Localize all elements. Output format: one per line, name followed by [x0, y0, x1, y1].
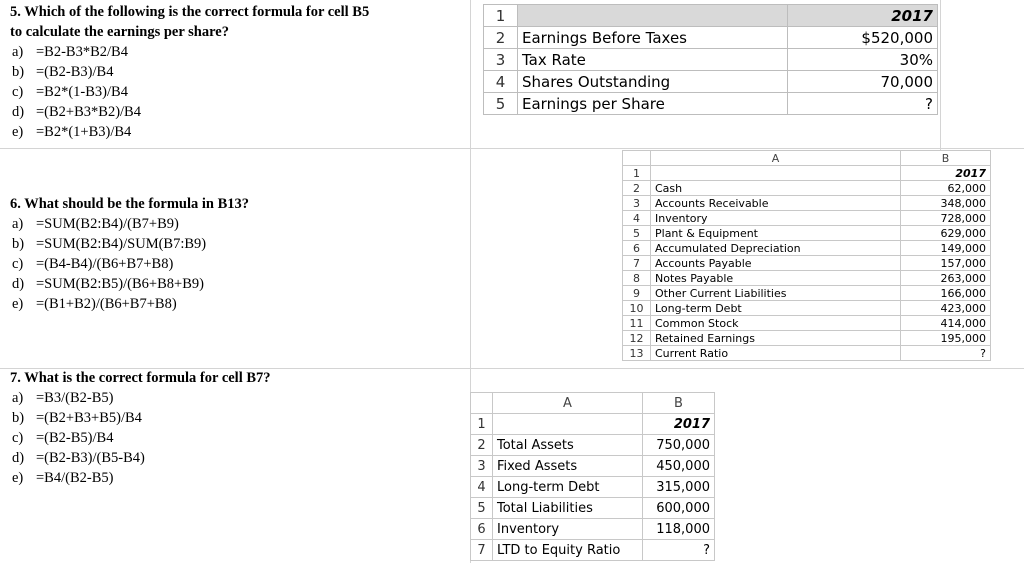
- row-number: 1: [484, 5, 518, 27]
- sheet-row: [471, 498, 715, 519]
- option-a: a) =B2-B3*B2/B4: [12, 44, 128, 60]
- cell-a6[interactable]: Inventory: [493, 519, 643, 540]
- grid-line: [940, 0, 941, 150]
- row-number: 3: [471, 456, 493, 477]
- cell-b4[interactable]: 728,000: [901, 211, 991, 226]
- question-title: 7. What is the correct formula for cell B7?: [10, 370, 271, 386]
- cell-a2[interactable]: Total Assets: [493, 435, 643, 456]
- corner-cell: [623, 151, 651, 166]
- row-number: 4: [471, 477, 493, 498]
- cell-b5[interactable]: 629,000: [901, 226, 991, 241]
- row-number: 11: [623, 316, 651, 331]
- cell-b5[interactable]: ?: [788, 93, 938, 115]
- row-number: 5: [471, 498, 493, 519]
- option-d: d) =(B2-B3)/(B5-B4): [12, 450, 145, 466]
- sheet-row: [471, 435, 715, 456]
- cell-a3[interactable]: Tax Rate: [518, 49, 788, 71]
- option-c: c) =(B4-B4)/(B6+B7+B8): [12, 256, 174, 272]
- cell-a7[interactable]: Accounts Payable: [651, 256, 901, 271]
- row-number: 3: [623, 196, 651, 211]
- cell-b6[interactable]: 118,000: [643, 519, 715, 540]
- sheet-row: [623, 346, 991, 361]
- row-number: 12: [623, 331, 651, 346]
- cell-b3[interactable]: 30%: [788, 49, 938, 71]
- row-number: 1: [623, 166, 651, 181]
- row-number: 2: [623, 181, 651, 196]
- sheet-row: [484, 93, 938, 115]
- cell-a11[interactable]: Common Stock: [651, 316, 901, 331]
- cell-b6[interactable]: 149,000: [901, 241, 991, 256]
- cell-a1[interactable]: [493, 414, 643, 435]
- row-number: 3: [484, 49, 518, 71]
- sheet-row: [623, 181, 991, 196]
- sheet-row: [484, 49, 938, 71]
- option-b: b) =(B2-B3)/B4: [12, 64, 114, 80]
- row-number: 2: [471, 435, 493, 456]
- cell-a3[interactable]: Fixed Assets: [493, 456, 643, 477]
- sheet-row: [471, 477, 715, 498]
- cell-a8[interactable]: Notes Payable: [651, 271, 901, 286]
- cell-b5[interactable]: 600,000: [643, 498, 715, 519]
- cell-a7[interactable]: LTD to Equity Ratio: [493, 540, 643, 561]
- row-number: 8: [623, 271, 651, 286]
- sheet-row: [623, 166, 991, 181]
- cell-a4[interactable]: Long-term Debt: [493, 477, 643, 498]
- sheet-row: [623, 331, 991, 346]
- sheet-row: [623, 256, 991, 271]
- row-number: 2: [484, 27, 518, 49]
- question-title: 6. What should be the formula in B13?: [10, 196, 250, 212]
- cell-b8[interactable]: 263,000: [901, 271, 991, 286]
- cell-b1[interactable]: 2017: [901, 166, 991, 181]
- cell-b12[interactable]: 195,000: [901, 331, 991, 346]
- cell-b1[interactable]: 2017: [788, 5, 938, 27]
- row-number: 6: [623, 241, 651, 256]
- cell-a12[interactable]: Retained Earnings: [651, 331, 901, 346]
- row-number: 4: [623, 211, 651, 226]
- sheet-row: [623, 271, 991, 286]
- cell-b3[interactable]: 348,000: [901, 196, 991, 211]
- cell-b10[interactable]: 423,000: [901, 301, 991, 316]
- cell-b1[interactable]: 2017: [643, 414, 715, 435]
- spreadsheet-ltd-equity: [470, 392, 715, 561]
- cell-b7[interactable]: ?: [643, 540, 715, 561]
- column-header-a[interactable]: A: [651, 151, 901, 166]
- option-e: e) =B4/(B2-B5): [12, 470, 114, 486]
- cell-b7[interactable]: 157,000: [901, 256, 991, 271]
- column-header-b[interactable]: B: [901, 151, 991, 166]
- row-number: 7: [623, 256, 651, 271]
- cell-a5[interactable]: Earnings per Share: [518, 93, 788, 115]
- cell-a2[interactable]: Cash: [651, 181, 901, 196]
- cell-b3[interactable]: 450,000: [643, 456, 715, 477]
- grid-line: [0, 148, 1024, 149]
- sheet-row: [623, 241, 991, 256]
- cell-a6[interactable]: Accumulated Depreciation: [651, 241, 901, 256]
- cell-b2[interactable]: $520,000: [788, 27, 938, 49]
- question-7: [10, 368, 271, 488]
- cell-a5[interactable]: Total Liabilities: [493, 498, 643, 519]
- option-b: b) =(B2+B3+B5)/B4: [12, 410, 142, 426]
- column-header-row: [623, 151, 991, 166]
- option-b: b) =SUM(B2:B4)/SUM(B7:B9): [12, 236, 207, 252]
- cell-a9[interactable]: Other Current Liabilities: [651, 286, 901, 301]
- option-a: a) =SUM(B2:B4)/(B7+B9): [12, 216, 179, 232]
- question-title: 5. Which of the following is the correct formula for cell B5: [10, 4, 370, 20]
- cell-b2[interactable]: 62,000: [901, 181, 991, 196]
- row-number: 1: [471, 414, 493, 435]
- sheet-row: [471, 540, 715, 561]
- sheet-row: [623, 226, 991, 241]
- spreadsheet-eps: [483, 4, 938, 115]
- sheet-row: [471, 519, 715, 540]
- row-number: 4: [484, 71, 518, 93]
- option-d: d) =(B2+B3*B2)/B4: [12, 104, 141, 120]
- option-e: e) =B2*(1+B3)/B4: [12, 124, 132, 140]
- row-number: 9: [623, 286, 651, 301]
- row-number: 6: [471, 519, 493, 540]
- question-title: to calculate the earnings per share?: [10, 24, 229, 40]
- row-number: 5: [623, 226, 651, 241]
- cell-a3[interactable]: Accounts Receivable: [651, 196, 901, 211]
- option-c: c) =B2*(1-B3)/B4: [12, 84, 128, 100]
- option-c: c) =(B2-B5)/B4: [12, 430, 114, 446]
- sheet-row: [484, 27, 938, 49]
- cell-b9[interactable]: 166,000: [901, 286, 991, 301]
- cell-a2[interactable]: Earnings Before Taxes: [518, 27, 788, 49]
- row-number: 7: [471, 540, 493, 561]
- cell-a5[interactable]: Plant & Equipment: [651, 226, 901, 241]
- option-d: d) =SUM(B2:B5)/(B6+B8+B9): [12, 276, 204, 292]
- sheet-row: [623, 301, 991, 316]
- sheet-row: [623, 196, 991, 211]
- sheet-row: [484, 5, 938, 27]
- row-number: 13: [623, 346, 651, 361]
- cell-b4[interactable]: 315,000: [643, 477, 715, 498]
- cell-a4[interactable]: Inventory: [651, 211, 901, 226]
- cell-b13[interactable]: ?: [901, 346, 991, 361]
- sheet-row: [484, 71, 938, 93]
- row-number: 10: [623, 301, 651, 316]
- question-6: [10, 194, 249, 314]
- spreadsheet-current-ratio: [622, 150, 991, 361]
- column-header-row: [471, 393, 715, 414]
- cell-b2[interactable]: 750,000: [643, 435, 715, 456]
- row-number: 5: [484, 93, 518, 115]
- cell-a1[interactable]: [518, 5, 788, 27]
- question-5: [10, 2, 369, 142]
- option-e: e) =(B1+B2)/(B6+B7+B8): [12, 296, 177, 312]
- column-header-b[interactable]: B: [643, 393, 715, 414]
- cell-b4[interactable]: 70,000: [788, 71, 938, 93]
- corner-cell: [471, 393, 493, 414]
- sheet-row: [623, 316, 991, 331]
- sheet-row: [623, 286, 991, 301]
- cell-a10[interactable]: Long-term Debt: [651, 301, 901, 316]
- option-a: a) =B3/(B2-B5): [12, 390, 114, 406]
- sheet-row: [471, 456, 715, 477]
- cell-a13[interactable]: Current Ratio: [651, 346, 901, 361]
- cell-a4[interactable]: Shares Outstanding: [518, 71, 788, 93]
- cell-a1[interactable]: [651, 166, 901, 181]
- cell-b11[interactable]: 414,000: [901, 316, 991, 331]
- sheet-row: [471, 414, 715, 435]
- sheet-row: [623, 211, 991, 226]
- column-header-a[interactable]: A: [493, 393, 643, 414]
